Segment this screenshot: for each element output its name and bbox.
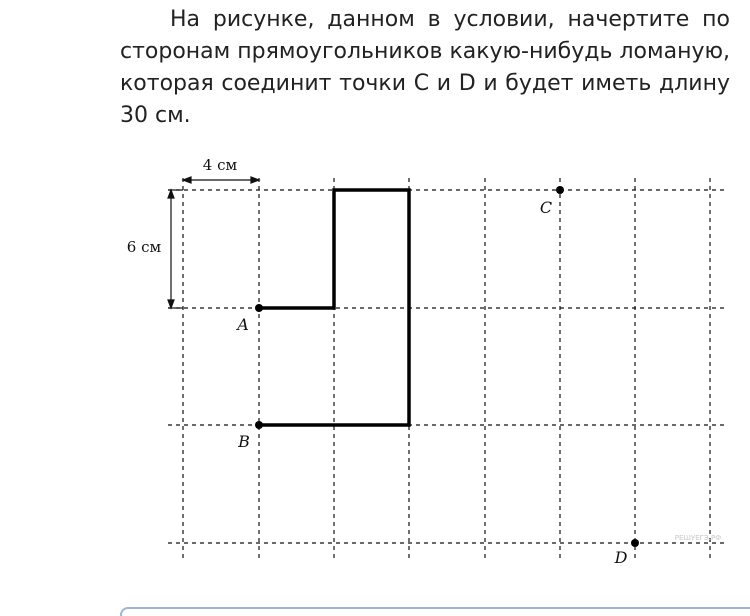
height-dimension xyxy=(168,190,183,308)
point-a xyxy=(255,304,263,312)
point-d xyxy=(631,539,639,547)
point-d-label: D xyxy=(614,548,628,567)
point-b-label: B xyxy=(238,432,250,451)
watermark: РЕШУЕГЭ.РФ xyxy=(674,534,722,542)
point-a-label: A xyxy=(237,315,249,334)
width-dimension-label: 4 см xyxy=(202,156,238,174)
point-b xyxy=(255,421,263,429)
grid-horizontal-lines xyxy=(168,190,724,543)
point-c xyxy=(556,186,564,194)
grid-vertical-lines xyxy=(183,178,710,558)
point-c-label: C xyxy=(539,198,553,217)
task-statement: На рисунке, данном в условии, начертите по сторонам прямоугольников какую-нибудь ломаную, которая соединит точки C и D и будет иметь длину 30 см. xyxy=(120,7,730,128)
width-dimension xyxy=(183,177,259,183)
answer-box-edge xyxy=(120,607,750,616)
height-dimension-label: 6 см xyxy=(126,238,162,256)
